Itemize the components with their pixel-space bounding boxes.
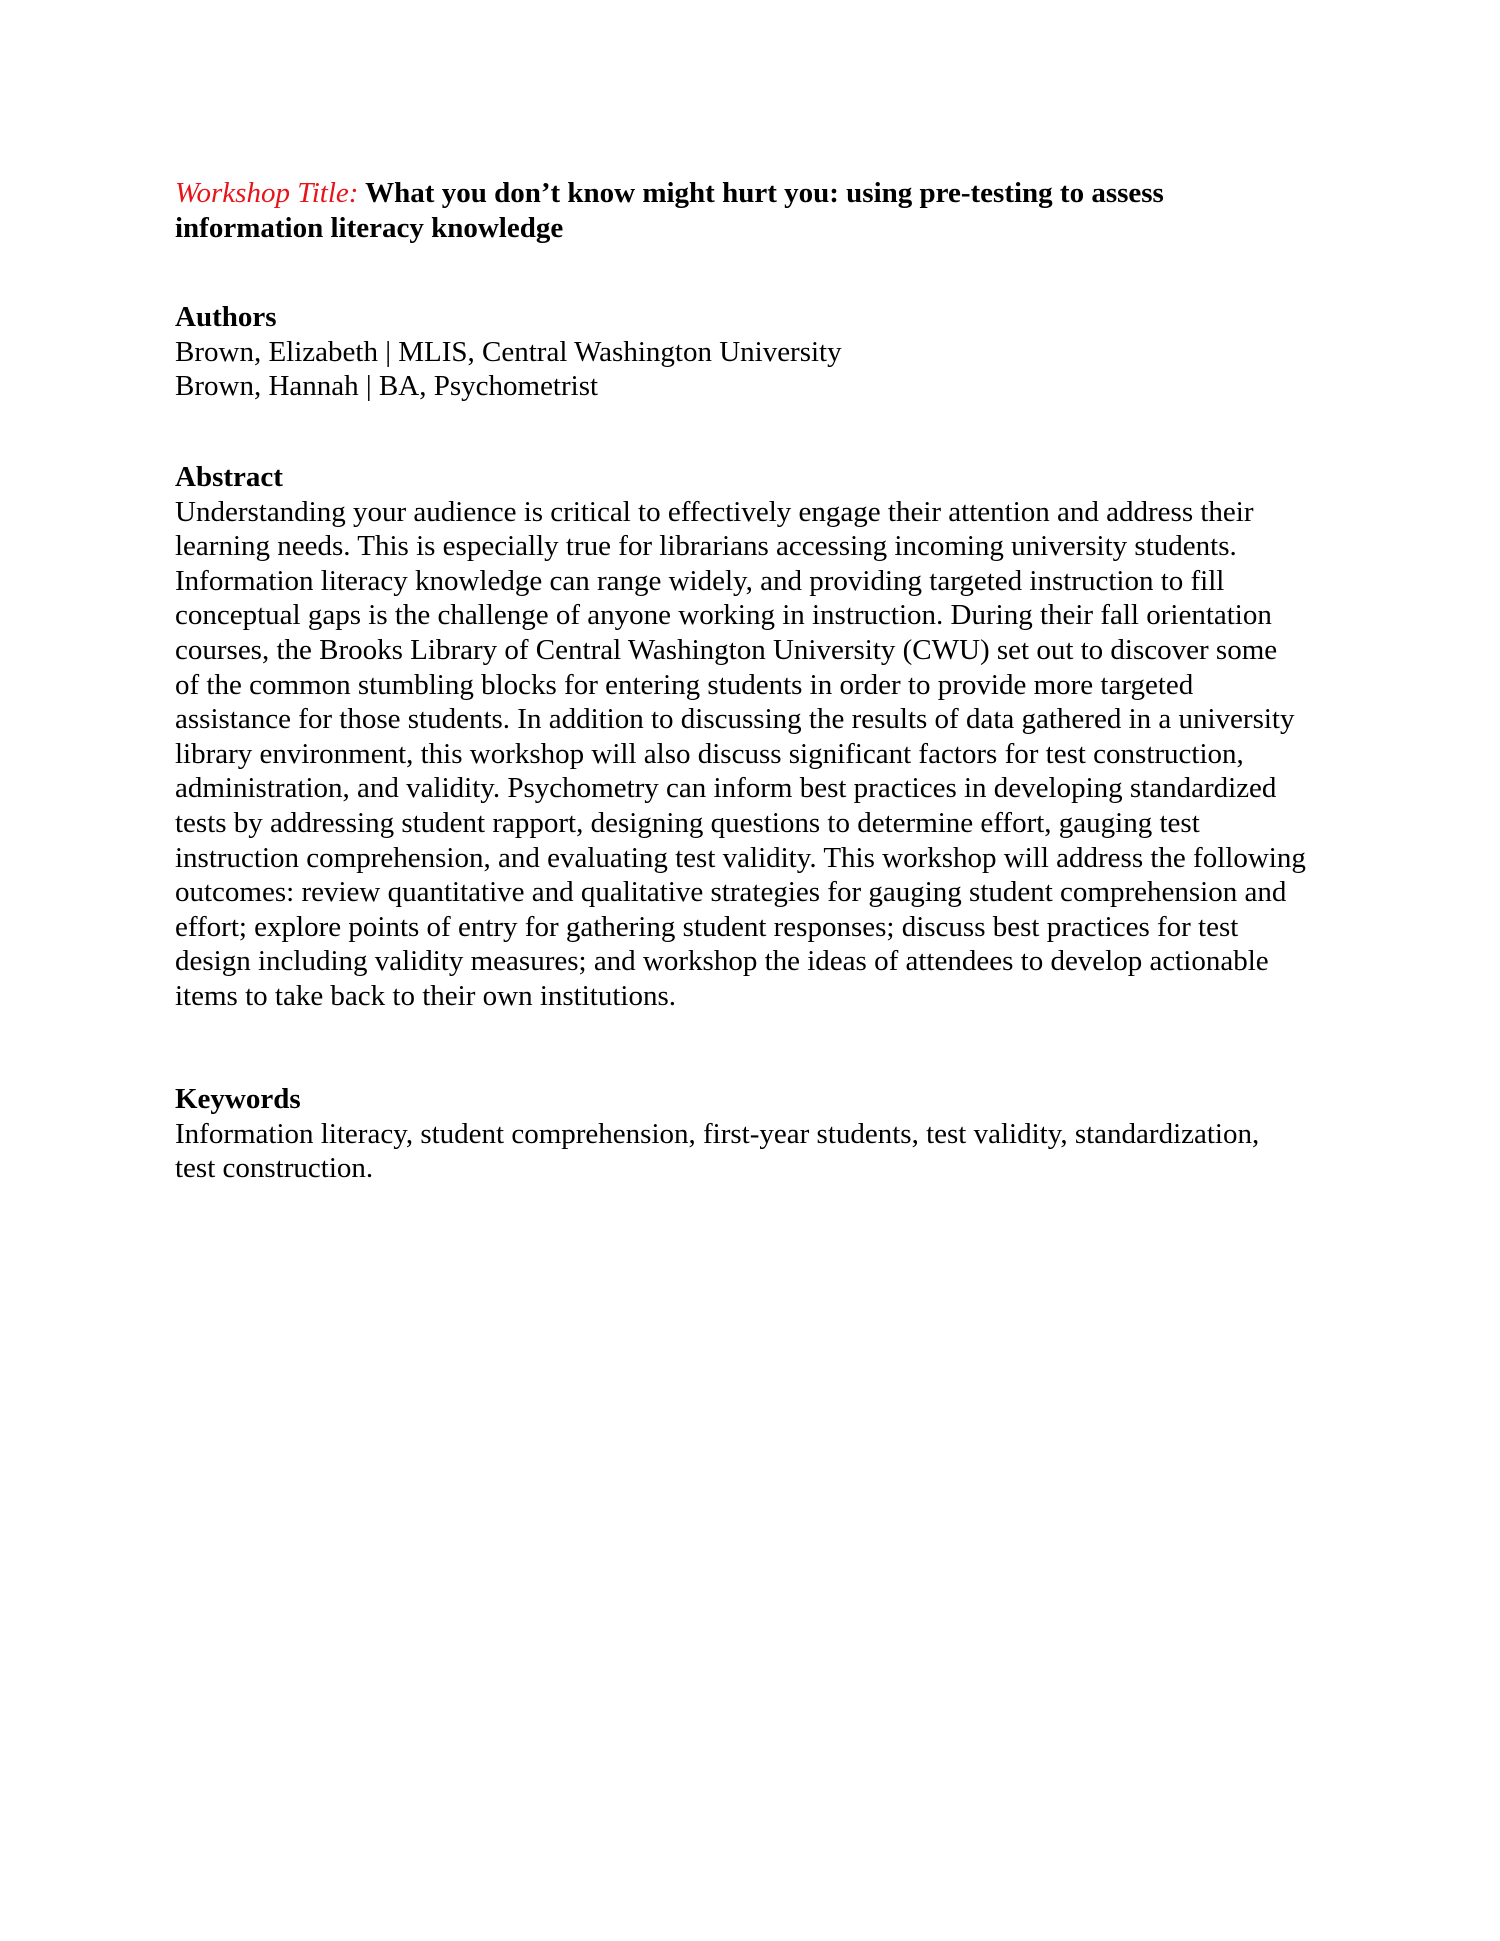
abstract-line: effort; explore points of entry for gathering student responses; discuss best practices for test	[175, 910, 1239, 943]
abstract-section	[175, 460, 1375, 1014]
abstract-line: library environment, this workshop will also discuss significant factors for test construction,	[175, 737, 1244, 770]
workshop-title-label: Workshop Title:	[175, 177, 359, 209]
abstract-line: design including validity measures; and workshop the ideas of attendees to develop actionable	[175, 945, 1269, 978]
abstract-line: instruction comprehension, and evaluating test validity. This workshop will address the following	[175, 841, 1306, 874]
authors-section	[175, 300, 1375, 404]
authors-heading: Authors	[175, 301, 277, 333]
abstract-line: assistance for those students. In addition to discussing the results of data gathered in a university	[175, 703, 1295, 736]
abstract-body	[175, 495, 1375, 1014]
workshop-title-line: information literacy knowledge	[175, 211, 564, 244]
abstract-line: of the common stumbling blocks for entering students in order to provide more targeted	[175, 668, 1194, 701]
abstract-line: Understanding your audience is critical to effectively engage their attention and address their	[175, 495, 1254, 528]
keywords-section	[175, 1082, 1375, 1186]
abstract-line: courses, the Brooks Library of Central Washington University (CWU) set out to discover some	[175, 633, 1278, 666]
abstract-heading: Abstract	[175, 461, 283, 493]
abstract-line: tests by addressing student rapport, designing questions to determine effort, gauging test	[175, 806, 1200, 839]
workshop-title	[175, 176, 1375, 245]
abstract-line: Information literacy knowledge can range widely, and providing targeted instruction to fill	[175, 564, 1225, 597]
keywords-line: Information literacy, student comprehension, first-year students, test validity, standardization,	[175, 1117, 1260, 1150]
keywords-heading: Keywords	[175, 1083, 301, 1115]
workshop-title-line: What you don’t know might hurt you: using pre-testing to assess	[365, 177, 1164, 209]
author-line: Brown, Hannah | BA, Psychometrist	[175, 370, 599, 403]
author-line: Brown, Elizabeth | MLIS, Central Washington University	[175, 335, 842, 368]
abstract-line: learning needs. This is especially true for librarians accessing incoming university students.	[175, 530, 1237, 563]
abstract-line: administration, and validity. Psychometry can inform best practices in developing standardized	[175, 772, 1277, 805]
abstract-line: outcomes: review quantitative and qualitative strategies for gauging student comprehension and	[175, 876, 1287, 909]
abstract-line: items to take back to their own institutions.	[175, 979, 676, 1012]
keywords-line: test construction.	[175, 1152, 374, 1185]
abstract-line: conceptual gaps is the challenge of anyone working in instruction. During their fall orientation	[175, 599, 1272, 632]
